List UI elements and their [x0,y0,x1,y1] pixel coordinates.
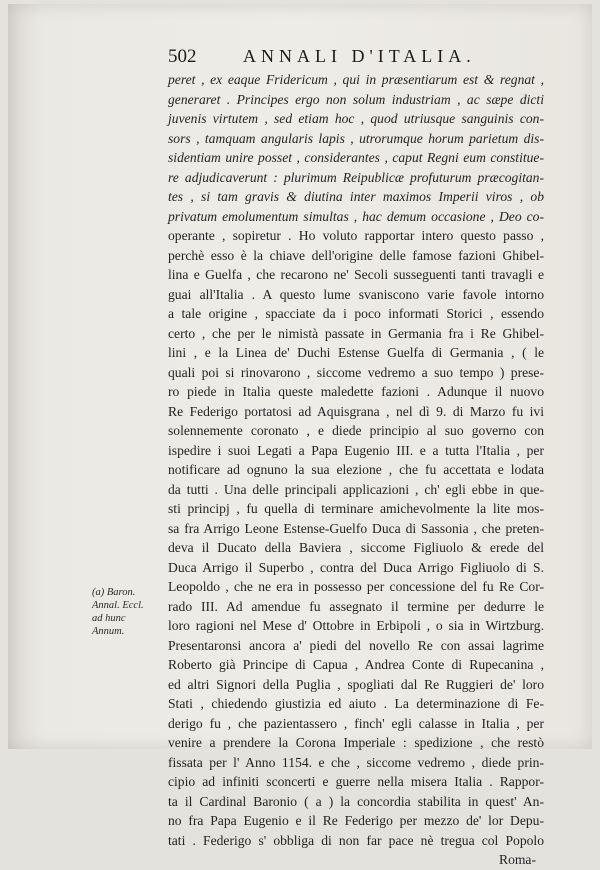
text-line: da tutti . Una delle principali applicazioni , ch' egli ebbe in que- [168,481,544,497]
text-line: Leopoldo , che ne era in possesso per concessione del fu Re Cor- [168,579,544,594]
text-line: a tale origine , spacciate da i poco informati Storici , essendo [168,306,544,321]
text-line: tes , si tam gravis & diutina inter maximos Imperii viros , ob [168,189,544,204]
text-line: sors , tamquam angularis lapis , utrorumque horum parietum dis- [168,130,544,146]
text-line: operante , sopiretur . Ho voluto rapportar intero questo passo , [168,228,544,243]
text-line: solennemente coronato , e diede principio al suo governo con [168,423,544,438]
body-text [168,70,544,870]
page-header [0,40,600,68]
text-line: sa fra Arrigo Leone Estense-Guelfo Duca di Sassonia , che preten- [168,520,544,536]
text-line: cipio ad infiniti sconcerti e guerre nella misera Italia . Rappor- [168,774,544,789]
text-line: deva il Ducato della Baviera , siccome Figliuolo & erede del [168,540,544,555]
text-line: generaret . Principes ergo non solum industriam , ac sæpe dicti [168,91,544,107]
text-line: Roberto già Principe di Capua , Andrea Conte di Rupecanina , [168,657,544,672]
text-line: notificare ad ognuno la sua elezione , che fu accettata e lodata [168,462,544,477]
text-line: sidentiam unire posset , considerantes , caput Regni eum constitue- [168,150,544,165]
text-line: loro ragioni nel Mese d' Ottobre in Erbipoli , o sia in Wirtzburg. [168,618,544,633]
text-line: ro piede in Italia queste maledette fazioni . Adunque il nuovo [168,384,544,399]
text-line: derigo fu , che pazientassero , finch' egli calasse in Italia , per [168,715,544,731]
text-line: tati . Federigo s' obbliga di non far pace nè tregua col Popolo [168,832,544,848]
marginal-note-line: Annal. Eccl. [92,600,144,611]
text-line: peret , ex eaque Fridericum , qui in præsentiarum est & regnat , [168,72,544,87]
text-line: juvenis virtutem , sed etiam hoc , quod utriusque sanguinis con- [168,111,544,126]
page-number: 502 [168,46,197,67]
text-line: perchè esso è la chiave dell'origine delle famose fazioni Ghibel- [168,247,544,263]
text-line: quali poi si rinovarono , siccome vedremo a suo tempo ) prese- [168,364,544,380]
text-line: sti principj , fu quella di terminare amichevolmente la lite mos- [168,501,544,516]
running-title: ANNALI D'ITALIA. [243,46,476,66]
text-line: ispedire i suoi Legati a Papa Eugenio III. e a tutta l'Italia , per [168,442,544,458]
marginal-note-line: Annum. [92,626,125,637]
text-line: Duca Arrigo il Superbo , contra del Duca Arrigo Figliuolo di S. [168,559,544,575]
text-line: privatum emolumentum simultas , hac demum occasione , Deo co- [168,208,544,224]
marginal-note [92,586,166,638]
text-line: fissata per l' Anno 1154. e che , siccome vedremo , diede prin- [168,754,544,770]
marginal-note-line: ad hunc [92,613,126,624]
text-line: guai all'Italia . A questo lume svaniscono varie favole intorno [168,286,544,302]
text-line: certo , che per le nimistà passate in Germania fra i Re Ghibel- [168,325,544,341]
catchword: Roma- [499,852,536,867]
text-line: lina e Guelfa , che recarono ne' Secoli susseguenti tanti travagli e [168,267,544,282]
text-line: re adjudicaverunt : plurimum Reipublicæ profuturum præcogitan- [168,169,544,185]
text-line: Presentaronsi ancora a' piedi del novello Re con assai lagrime [168,637,544,653]
text-line: Stati , chiedendo giustizia ed aiuto . La determinazione di Fe- [168,696,544,711]
text-line: ta il Cardinal Baronio ( a ) la concordia stabilita in quest' An- [168,793,544,809]
marginal-note-line: (a) Baron. [92,587,136,598]
text-line: no fra Papa Eugenio e il Re Federigo per mezzo de' lor Depu- [168,813,544,828]
text-line: rado III. Ad amendue fu assegnato il termine per dedurre le [168,598,544,614]
text-line: lini , e la Linea de' Duchi Estense Guelfa di Germania , ( le [168,345,544,360]
text-line: ed altri Signori della Puglia , spogliati dal Re Ruggieri de' loro [168,676,544,692]
text-line: venire a prendere la Corona Imperiale : spedizione , che restò [168,735,544,750]
text-line: Re Federigo portatosi ad Aquisgrana , nel dì 9. di Marzo fu ivi [168,403,544,419]
